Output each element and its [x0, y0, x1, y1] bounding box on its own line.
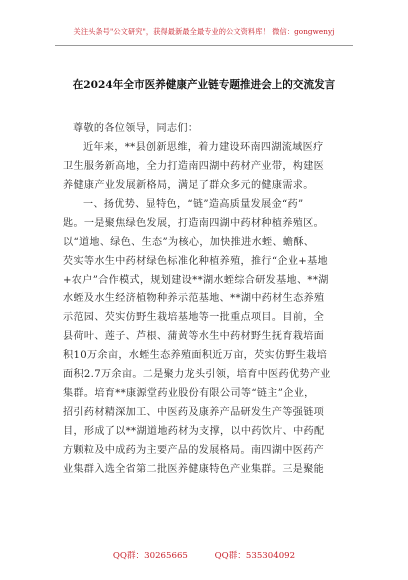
footer-qq-group-2: QQ群：535304092 [214, 551, 296, 561]
salutation: 尊敬的各位领导，同志们： [73, 123, 199, 134]
paragraph-line: 招引药材精深加工、中医药及康养产品研发生产等强链项 [63, 407, 325, 419]
header-divider [55, 45, 353, 46]
paragraph-line: 面积2.7万余亩。二是聚力龙头引领，培育中医药优势产业 [63, 369, 331, 381]
paragraph-line: 县荷叶、莲子、芦根、蒲黄等水生中药材野生抚育栽培面 [63, 331, 325, 343]
paragraph-line: 目，形成了以**湖道地药材为支撑，以中药饮片、中药配 [63, 426, 325, 437]
paragraph-line: 以“道地、绿色、生态”为核心，加快推进水蛭、蟾酥、 [63, 236, 315, 248]
paragraph-line: 水蛭及水生经济植物种养示范基地、**湖中药材生态养殖 [63, 293, 325, 305]
paragraph-line: 匙。一是聚焦绿色发展，打造南四湖中药材种植养殖区。 [63, 217, 325, 229]
document-body [63, 120, 345, 480]
paragraph-line: 芡实等水生中药材绿色标准化种植养殖，推行“企业+基地 [63, 255, 328, 267]
paragraph-line: +农户”合作模式，规划建设**湖水蛭综合研发基地、**湖 [63, 274, 329, 286]
footer-qq-group-1: QQ群：30265665 [112, 551, 188, 561]
paragraph-line: 一、扬优势、显特色，“链”造高质量发展金“药” [83, 198, 304, 210]
header-note: 关注头条号"公文研究"，获得最新最全最专业的公文资料库！ 微信：gongwenyj [73, 27, 335, 36]
paragraph-line: 积10万余亩，水蛭生态养殖面积近万亩，芡实仿野生栽培 [63, 350, 328, 362]
paragraph-line: 近年来，**县创新思维，着力建设环南四湖流域医疗 [83, 141, 324, 153]
document-title: 在2024年全市医养健康产业链专题推进会上的交流发言 [72, 79, 336, 91]
paragraph-line: 养健康产业发展新格局，满足了群众多元的健康需求。 [63, 179, 314, 191]
paragraph-line: 方颗粒及中成药为主要产品的发展格局。南四湖中医药产 [63, 444, 325, 456]
paragraph-line: 业集群入选全省第二批医养健康特色产业集群。三是聚能 [63, 463, 325, 475]
paragraph-line: 示范园、芡实仿野生栽培基地等一批重点项目。目前，全 [63, 312, 325, 324]
footer-contacts [0, 549, 408, 561]
paragraph-line: 集群。培育**康源堂药业股份有限公司等“链主”企业， [63, 388, 315, 400]
paragraph-line: 卫生服务新高地，全力打造南四湖中药材产业带，构建医 [63, 160, 325, 172]
